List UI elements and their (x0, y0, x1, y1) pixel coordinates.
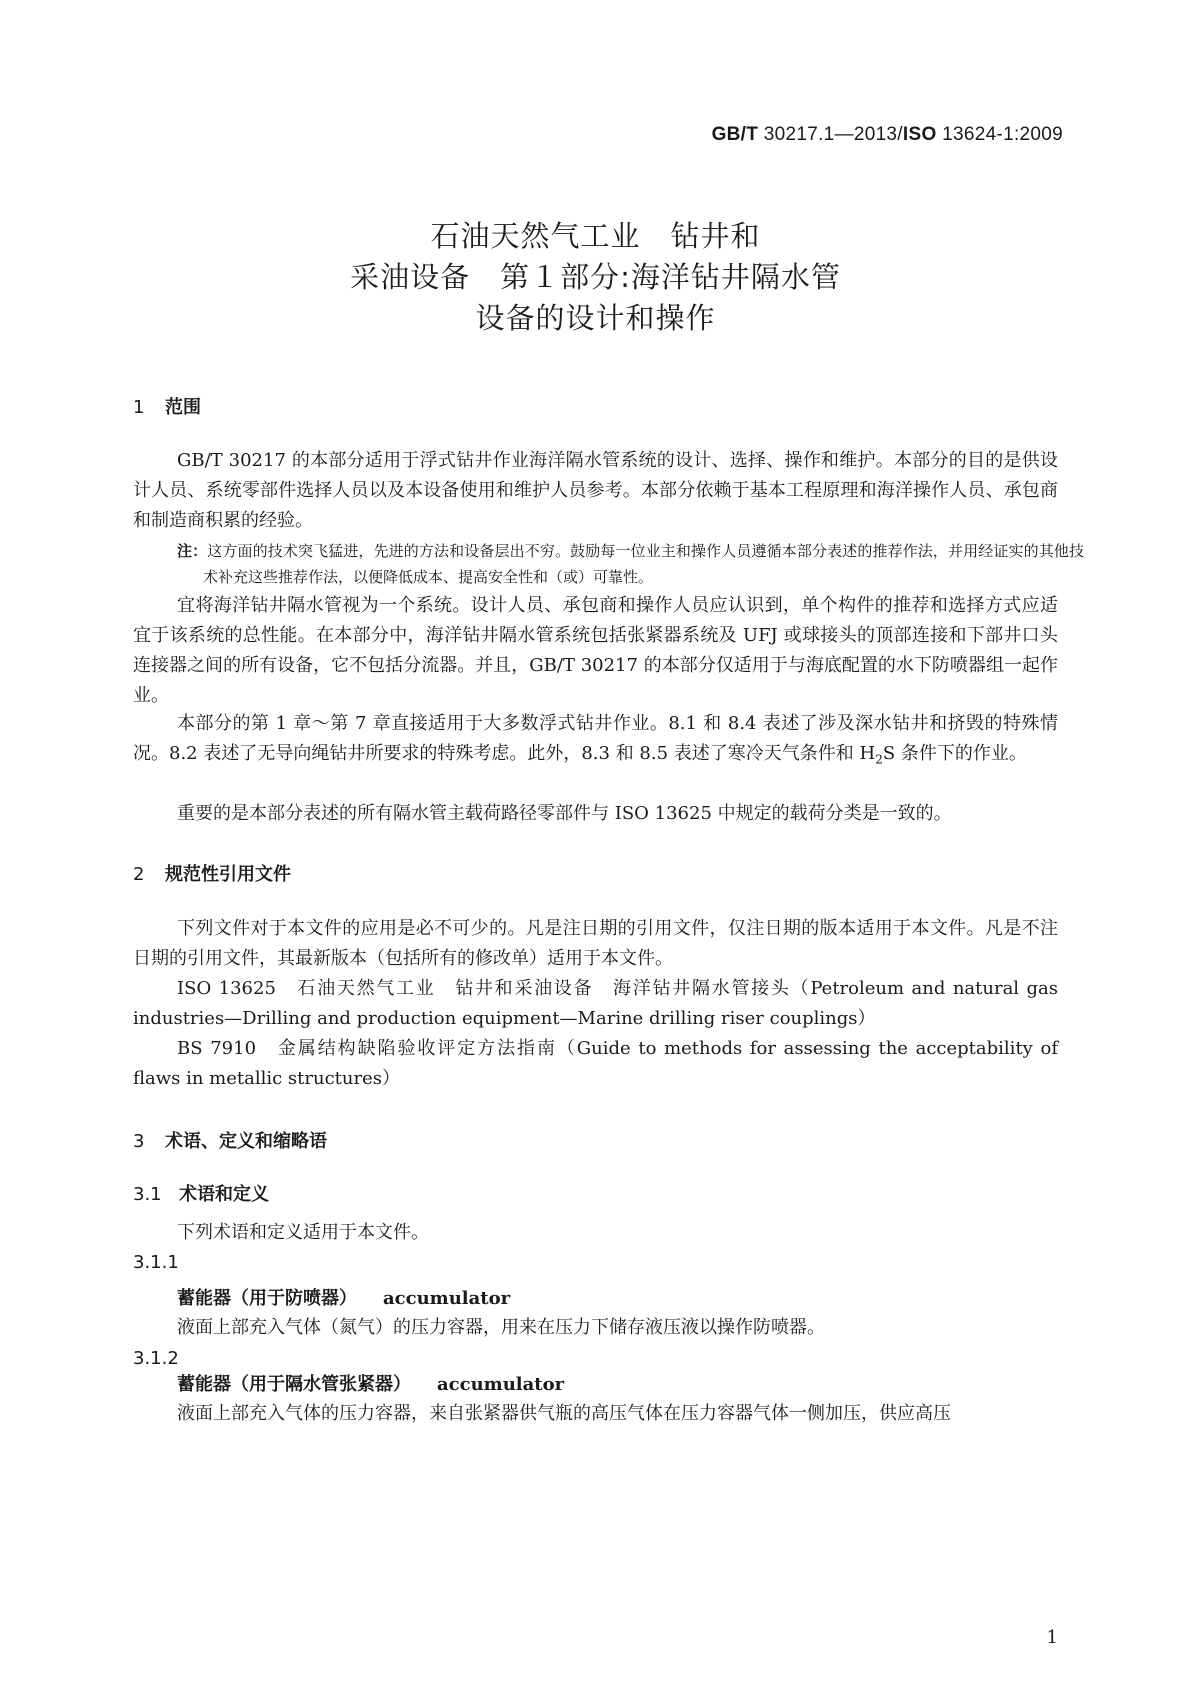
term-heading (177, 1284, 510, 1310)
term-heading (177, 1370, 564, 1396)
term-chinese: 蓄能器（用于防喷器） (177, 1288, 357, 1309)
terms-intro: 下列术语和定义适用于本文件。 (177, 1222, 429, 1243)
standard-code (712, 124, 1063, 146)
section-1-paragraph-4: 重要的是本部分表述的所有隔水管主载荷路径零部件与 ISO 13625 中规定的载荷分类是一致的。 (177, 803, 952, 824)
title-line-2: 采油设备 第１部分:海洋钻井隔水管 (350, 260, 841, 294)
term-definition: 液面上部充入气体（氮气）的压力容器，用来在压力下储存液压液以操作防喷器。 (177, 1317, 825, 1338)
standard-code-prefix: GB/T (711, 124, 759, 145)
section-2-heading (133, 860, 291, 886)
term-number: 3.1.1 (133, 1252, 179, 1273)
standard-code-number: 30217.1—2013/ (758, 124, 903, 145)
section-title: 规范性引用文件 (165, 864, 291, 885)
section-1-paragraph-1: GB/T 30217 的本部分适用于浮式钻井作业海洋隔水管系统的设计、选择、操作和维护。本部分的目的是供设计人员、系统零部件选择人员以及本设备使用和维护人员参考。本部分依赖于基本工程原理和海洋操作人员、承包商和制造商积累的经验。 (133, 450, 1058, 531)
note-label: 注： (177, 542, 208, 560)
title-line-3: 设备的设计和操作 (475, 301, 716, 335)
term-definition: 液面上部充入气体的压力容器，来自张紧器供气瓶的高压气体在压力容器气体一侧加压，供应高压 (177, 1403, 951, 1424)
section-2-paragraph-1: 下列文件对于本文件的应用是必不可少的。凡是注日期的引用文件，仅注日期的版本适用于本文件。凡是不注日期的引用文件，其最新版本（包括所有的修改单）适用于本文件。 (133, 918, 1058, 969)
page-number: 1 (1046, 1627, 1058, 1648)
section-1-paragraph-3 (133, 709, 1058, 775)
term-number: 3.1.2 (133, 1348, 179, 1369)
section-number: 1 (133, 397, 145, 418)
reference-iso-13625: ISO 13625 石油天然气工业 钻井和采油设备 海洋钻井隔水管接头（Petroleum and natural gas industries—Drilling and production equipment—Marine drilling riser couplings） (133, 978, 1058, 1029)
paragraph-text-end: S 条件下的作业。 (882, 743, 1027, 764)
term-chinese: 蓄能器（用于隔水管张紧器） (177, 1374, 411, 1395)
paragraph-text: 本部分的第 1 章～第 7 章直接适用于大多数浮式钻井作业。8.1 和 8.4 表述了涉及深水钻井和挤毁的特殊情况。8.2 表述了无导向绳钻井所要求的特殊考虑。此外，8.3 和 8.5 表述了寒冷天气条件和 H (133, 713, 1058, 764)
section-1-heading (133, 393, 201, 419)
section-number: 3 (133, 1131, 145, 1152)
term-english: accumulator (383, 1288, 511, 1309)
section-1-paragraph-2: 宜将海洋钻井隔水管视为一个系统。设计人员、承包商和操作人员应认识到，单个构件的推荐和选择方式应适宜于该系统的总性能。在本部分中，海洋钻井隔水管系统包括张紧器系统及 UFJ 或球接头的顶部连接和下部井口头连接器之间的所有设备，它不包括分流器。并且，GB/T 30217 的本部分仅适用于与海底配置的水下防喷器组一起作业。 (133, 595, 1058, 706)
subsection-number: 3.1 (133, 1184, 162, 1205)
section-3-heading (133, 1127, 327, 1153)
reference-bs-7910: BS 7910 金属结构缺陷验收评定方法指南（Guide to methods for assessing the acceptability of flaws in metallic structures） (133, 1038, 1058, 1089)
subsection-3-1-heading (133, 1180, 269, 1206)
term-english: accumulator (437, 1374, 565, 1395)
section-title: 术语、定义和缩略语 (165, 1131, 327, 1152)
iso-prefix: ISO (902, 124, 937, 145)
title-line-1: 石油天然气工业 钻井和 (430, 219, 761, 253)
subsection-title: 术语和定义 (179, 1184, 269, 1205)
note-text: 这方面的技术突飞猛进，先进的方法和设备层出不穷。鼓励每一位业主和操作人员遵循本部分表述的推荐作法，并用经证实的其他技术补充这些推荐作法，以便降低成本、提高安全性和（或）可靠性。 (203, 542, 1084, 586)
section-title: 范围 (165, 397, 201, 418)
section-number: 2 (133, 864, 145, 885)
subscript: 2 (875, 752, 883, 767)
iso-number: 13624-1:2009 (936, 124, 1063, 145)
note (177, 538, 1084, 590)
